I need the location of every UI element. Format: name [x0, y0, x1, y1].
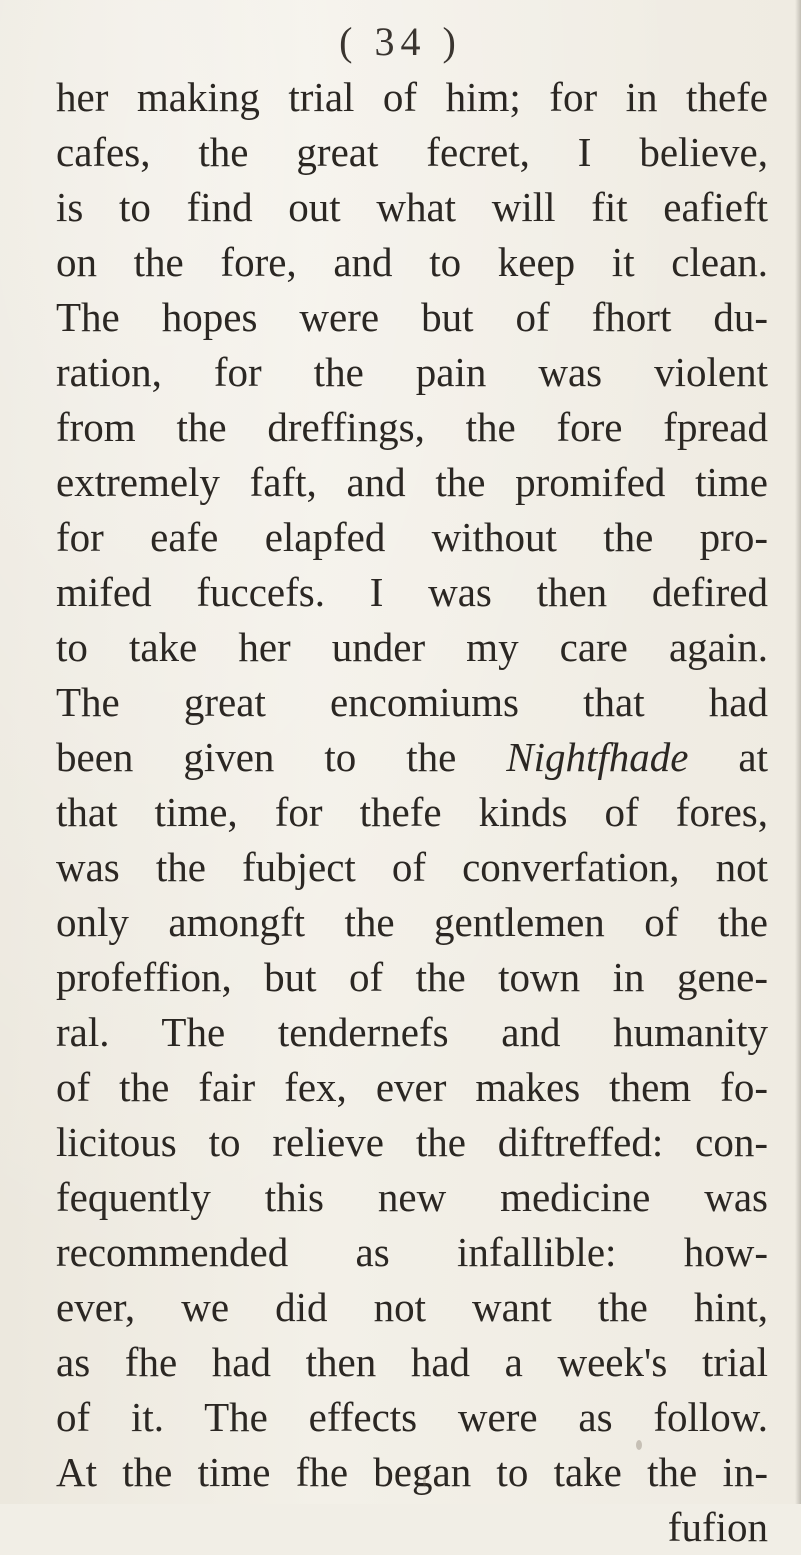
text-line: profeffion, but of the town in gene-	[56, 954, 768, 1000]
body-text	[56, 70, 768, 1555]
text-line: for eafe elapfed without the pro-	[56, 514, 768, 560]
text-line: ration, for the pain was violent	[56, 349, 768, 395]
text-line: only amongft the gentlemen of the	[56, 899, 768, 945]
text-line: ral. The tendernefs and humanity	[56, 1009, 768, 1055]
text-line: from the dreffings, the fore fpread	[56, 404, 768, 450]
text-line: recommended as infallible: how-	[56, 1229, 768, 1275]
text-run: at	[688, 734, 769, 780]
text-line: of it. The effects were as follow.	[56, 1394, 768, 1440]
text-line: The hopes were but of fhort du-	[56, 294, 768, 340]
text-line: At the time fhe began to take the in-	[56, 1449, 768, 1495]
text-line: ever, we did not want the hint,	[56, 1284, 768, 1330]
text-line: her making trial of him; for in thefe	[56, 74, 768, 120]
text-line: that time, for thefe kinds of fores,	[56, 789, 768, 835]
ink-speck	[636, 1440, 642, 1450]
page-number: ( 34 )	[339, 19, 462, 64]
text-line: The great encomiums that had	[56, 679, 768, 725]
text-line: as fhe had then had a week's trial	[56, 1339, 768, 1385]
text-line: of the fair fex, ever makes them fo-	[56, 1064, 768, 1110]
italic-term-nightshade: Nightfhade	[506, 734, 689, 780]
text-line: cafes, the great fecret, I believe,	[56, 129, 768, 175]
text-run: been given to the	[56, 734, 507, 780]
text-line: licitous to relieve the diftreffed: con-	[56, 1119, 768, 1165]
text-line: was the fubject of converfation, not	[56, 844, 768, 890]
text-line: extremely faft, and the promifed time	[56, 459, 768, 505]
ink-speck	[423, 1475, 426, 1487]
text-line: fequently this new medicine was	[56, 1174, 768, 1220]
text-line-with-italic	[56, 730, 768, 785]
text-line: mifed fuccefs. I was then defired	[56, 569, 768, 615]
catchword: fufion	[667, 1504, 768, 1550]
text-line: to take her under my care again.	[56, 624, 768, 670]
page-edge-shadow	[795, 0, 801, 1504]
text-line: on the fore, and to keep it clean.	[56, 239, 768, 285]
text-line: is to find out what will fit eafieft	[56, 184, 768, 230]
